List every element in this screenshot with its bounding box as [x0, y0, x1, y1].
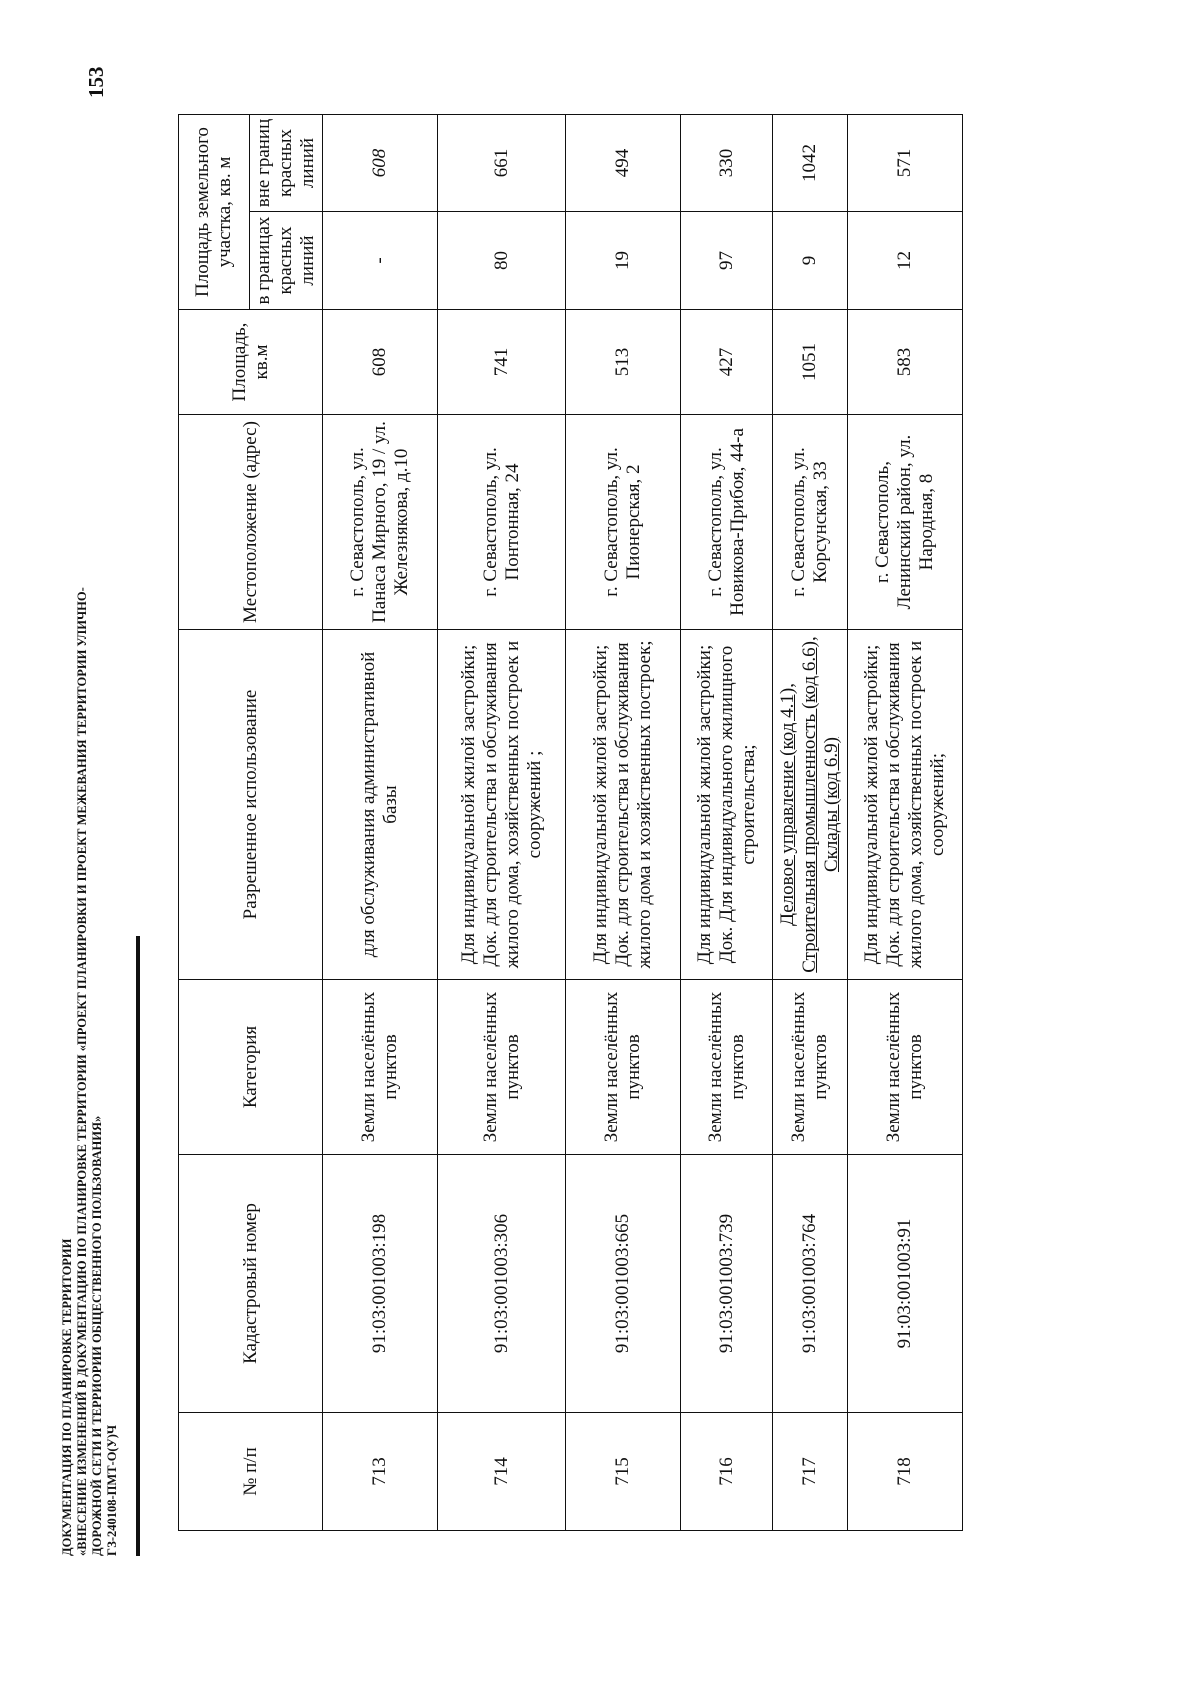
- table-row: [566, 115, 681, 1531]
- cell-location: г. Севастополь, ул. Пионерская, 2: [566, 415, 681, 630]
- cell-inside: 12: [848, 212, 963, 310]
- header-usage: Разрешенное использование: [179, 630, 323, 980]
- cell-inside: 19: [566, 212, 681, 310]
- cell-category: Земли населённых пунктов: [323, 980, 438, 1155]
- header-divider: [136, 936, 140, 1556]
- cell-outside: 571: [848, 115, 963, 212]
- cell-cadastral: 91:03:001003:665: [566, 1155, 681, 1413]
- header-num: № п/п: [179, 1413, 323, 1531]
- header-inside-red-lines: в границах красных линий: [250, 212, 323, 310]
- cell-cadastral: 91:03:001003:91: [848, 1155, 963, 1413]
- table-row: [323, 115, 438, 1531]
- cell-num: 715: [566, 1413, 681, 1531]
- cell-area: 427: [681, 310, 773, 415]
- document-header: [60, 556, 120, 1556]
- cell-cadastral: 91:03:001003:764: [773, 1155, 848, 1413]
- cell-area: 741: [438, 310, 566, 415]
- cell-num: 713: [323, 1413, 438, 1531]
- cell-location: г. Севастополь, ул. Новикова-Прибоя, 44-а: [681, 415, 773, 630]
- cell-cadastral: 91:03:001003:198: [323, 1155, 438, 1413]
- cell-usage: Деловое управление (код 4.1), Строительная промышленность (код 6.6), Склады (код 6.9): [773, 630, 848, 980]
- cell-usage: Для индивидуальной жилой застройки; Док. для строительства и обслуживания жилого дома, хозяйственных построек и сооружений;: [848, 630, 963, 980]
- cell-inside: 97: [681, 212, 773, 310]
- cell-outside: 1042: [773, 115, 848, 212]
- table-row: [681, 115, 773, 1531]
- cell-num: 717: [773, 1413, 848, 1531]
- header-location: Местоположение (адрес): [179, 415, 323, 630]
- cell-category: Земли населённых пунктов: [566, 980, 681, 1155]
- cell-outside: 608: [323, 115, 438, 212]
- cell-usage: Для индивидуальной жилой застройки; Док. Для индивидуального жилищного строительства;: [681, 630, 773, 980]
- header-cadastral: Кадастровый номер: [179, 1155, 323, 1413]
- cell-outside: 330: [681, 115, 773, 212]
- header-line-1: ДОКУМЕНТАЦИЯ ПО ПЛАНИРОВКЕ ТЕРРИТОРИИ: [60, 1238, 74, 1556]
- cell-area: 513: [566, 310, 681, 415]
- cell-inside: 80: [438, 212, 566, 310]
- cell-area: 608: [323, 310, 438, 415]
- header-line-2: «ВНЕСЕНИЕ ИЗМЕНЕНИЙ В ДОКУМЕНТАЦИЮ ПО ПЛАНИРОВКЕ ТЕРРИТОРИИ «ПРОЕКТ ПЛАНИРОВКИ И ПРОЕКТ МЕЖЕВАНИЯ ТЕРРИТОРИИ УЛИЧНО-: [75, 587, 89, 1556]
- header-line-4: ГЗ-240108-ПМТ-О(У)Ч: [105, 1424, 119, 1556]
- cell-category: Земли населённых пунктов: [848, 980, 963, 1155]
- cell-num: 714: [438, 1413, 566, 1531]
- cell-inside: 9: [773, 212, 848, 310]
- header-line-3: ДОРОЖНОЙ СЕТИ И ТЕРРИОРИИ ОБЩЕСТВЕННОГО ПОЛЬЗОВАНИЯ»: [90, 1115, 104, 1556]
- header-outside-red-lines: вне границ красных линий: [250, 115, 323, 212]
- land-plots-table: [178, 114, 963, 1531]
- header-plot-area: Площадь земельного участка, кв. м: [179, 115, 250, 310]
- cell-area: 1051: [773, 310, 848, 415]
- cell-outside: 661: [438, 115, 566, 212]
- cell-usage: Для индивидуальной жилой застройки; Док. для строительства и обслуживания жилого дома, хозяйственных построек и сооружений ;: [438, 630, 566, 980]
- cell-usage: для обслуживания административной базы: [323, 630, 438, 980]
- page-number: 153: [84, 66, 108, 98]
- table-row: [848, 115, 963, 1531]
- cell-cadastral: 91:03:001003:739: [681, 1155, 773, 1413]
- cell-location: г. Севастополь, ул. Понтонная, 24: [438, 415, 566, 630]
- cell-num: 716: [681, 1413, 773, 1531]
- cell-category: Земли населённых пунктов: [681, 980, 773, 1155]
- cell-location: г. Севастополь, ул. Панаса Мирного, 19 / ул. Железнякова, д.10: [323, 415, 438, 630]
- table-row: [773, 115, 848, 1531]
- cell-category: Земли населённых пунктов: [773, 980, 848, 1155]
- header-area: Площадь, кв.м: [179, 310, 323, 415]
- cell-cadastral: 91:03:001003:306: [438, 1155, 566, 1413]
- cell-location: г. Севастополь, Ленинский район, ул. Народная, 8: [848, 415, 963, 630]
- cell-inside: -: [323, 212, 438, 310]
- header-category: Категория: [179, 980, 323, 1155]
- cell-category: Земли населённых пунктов: [438, 980, 566, 1155]
- cell-outside: 494: [566, 115, 681, 212]
- cell-usage: Для индивидуальной жилой застройки; Док. для строительства и обслуживания жилого дома и хозяйственных построек;: [566, 630, 681, 980]
- cell-area: 583: [848, 310, 963, 415]
- cell-num: 718: [848, 1413, 963, 1531]
- table-row: [438, 115, 566, 1531]
- cell-location: г. Севастополь, ул. Корсунская, 33: [773, 415, 848, 630]
